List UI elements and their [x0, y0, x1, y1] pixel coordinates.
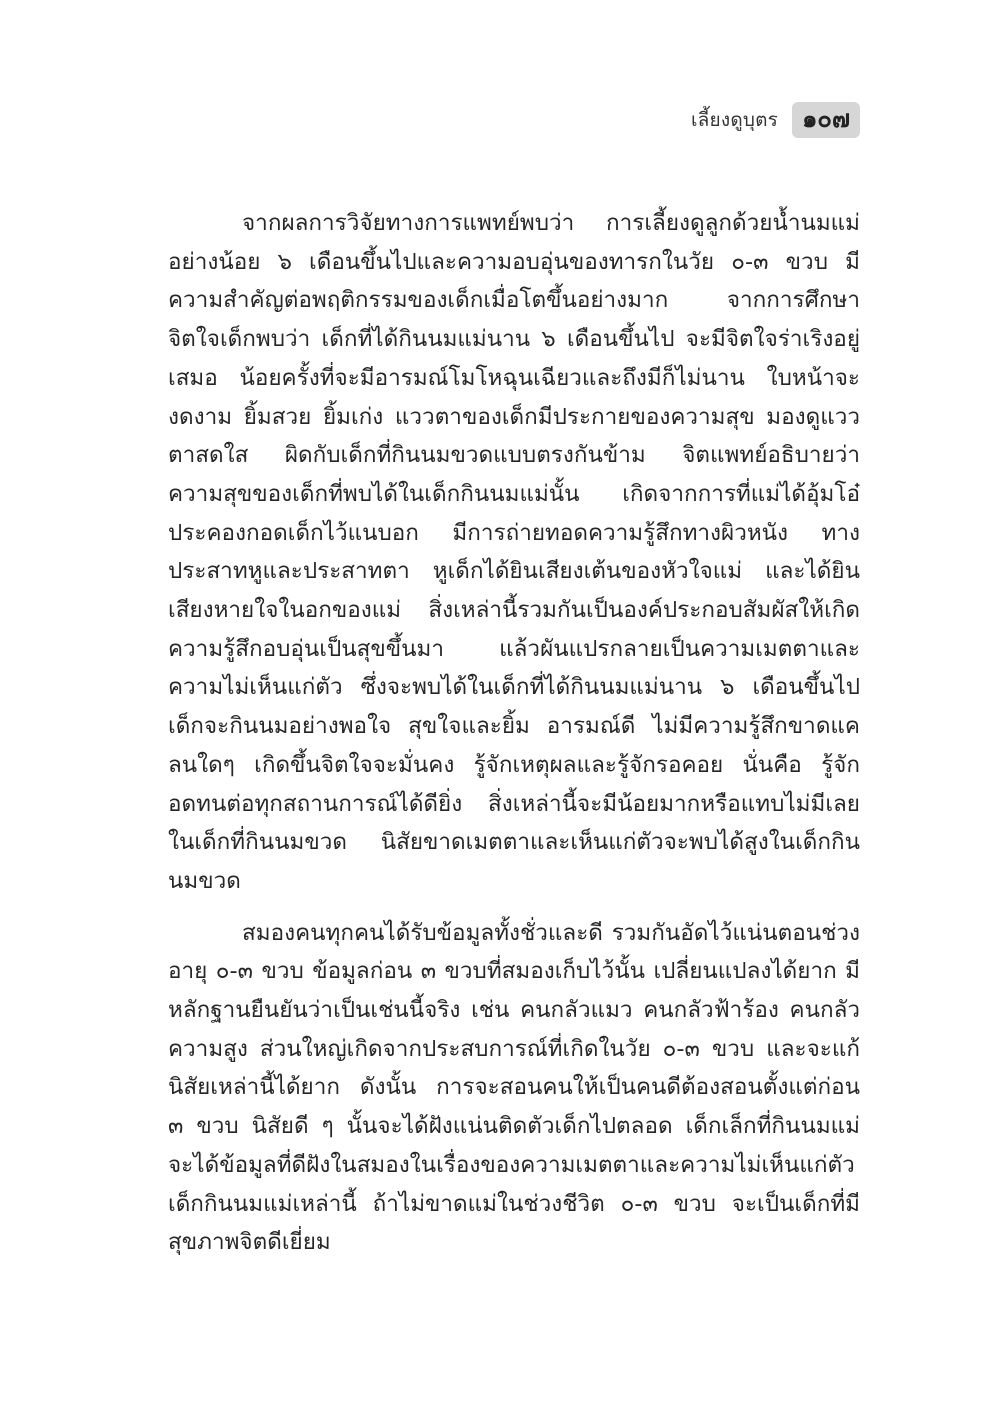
chapter-title: เลี้ยงดูบุตร — [690, 109, 779, 131]
paragraph-2: สมองคนทุกคนได้รับข้อมูลทั้งชั่วและดี รวมกันอัดไว้แน่นตอนช่วงอายุ ๐-๓ ขวบ ข้อมูลก่อน ๓ ขวบที่สมองเก็บไว้นั้น เปลี่ยนแปลงได้ยาก มีหลักฐานยืนยันว่าเป็นเช่นนี้จริง เช่น คนกลัวแมว คนกลัวฟ้าร้อง คนกลัวความสูง ส่วนใหญ่เกิดจากประสบการณ์ที่เกิดในวัย ๐-๓ ขวบ และจะแก้นิสัยเหล่านี้ได้ยาก ดังนั้น การจะสอนคนให้เป็นคนดีต้องสอนตั้งแต่ก่อน ๓ ขวบ นิสัยดี ๆ นั้นจะได้ฝังแน่นติดตัวเด็กไปตลอด เด็กเล็กที่กินนมแม่จะได้ข้อมูลที่ดีฝังในสมองในเรื่องของความเมตตาและความไม่เห็นแก่ตัว เด็กกินนมแม่เหล่านี้ ถ้าไม่ขาดแม่ในช่วงชีวิต ๐-๓ ขวบ จะเป็นเด็กที่มีสุขภาพจิตดีเยี่ยม — [168, 919, 860, 1256]
page-number: ๑๐๗ — [792, 102, 860, 138]
paragraph-1: จากผลการวิจัยทางการแพทย์พบว่า การเลี้ยงดูลูกด้วยน้ำนมแม่อย่างน้อย ๖ เดือนขึ้นไปและความอบอุ่นของทารกในวัย ๐-๓ ขวบ มีความสำคัญต่อพฤติกรรมของเด็กเมื่อโตขึ้นอย่างมาก จากการศึกษาจิตใจเด็กพบว่า เด็กที่ได้กินนมแม่นาน ๖ เดือนขึ้นไป จะมีจิตใจร่าเริงอยู่เสมอ น้อยครั้งที่จะมีอารมณ์โมโหฉุนเฉียวและถึงมีก็ไม่นาน ใบหน้าจะงดงาม ยิ้มสวย ยิ้มเก่ง แววตาของเด็กมีประกายของความสุข มองดูแววตาสดใส ผิดกับเด็กที่กินนมขวดแบบตรงกันข้าม จิตแพทย์อธิบายว่า ความสุขของเด็กที่พบได้ในเด็กกินนมแม่นั้น เกิดจากการที่แม่ได้อุ้มโอ๋ประคองกอดเด็กไว้แนบอก มีการถ่ายทอดความรู้สึกทางผิวหนัง ทางประสาทหูและประสาทตา หูเด็กได้ยินเสียงเต้นของหัวใจแม่ และได้ยินเสียงหายใจในอกของแม่ สิ่งเหล่านี้รวมกันเป็นองค์ประกอบสัมผัสให้เกิดความรู้สึกอบอุ่นเป็นสุขขึ้นมา แล้วผันแปรกลายเป็นความเมตตาและความไม่เห็นแก่ตัว ซึ่งจะพบได้ในเด็กที่ได้กินนมแม่นาน ๖ เดือนขึ้นไป เด็กจะกินนมอย่างพอใจ สุขใจและยิ้ม อารมณ์ดี ไม่มีความรู้สึกขาดแคลนใดๆ เกิดขึ้นจิตใจจะมั่นคง รู้จักเหตุผลและรู้จักรอคอย นั่นคือ รู้จักอดทนต่อทุกสถานการณ์ได้ดียิ่ง สิ่งเหล่านี้จะมีน้อยมากหรือแทบไม่มีเลยในเด็กที่กินนมขวด นิสัยขาดเมตตาและเห็นแก่ตัวจะพบได้สูงในเด็กกินนมขวด — [168, 210, 860, 894]
running-header — [691, 102, 860, 138]
body-text — [168, 204, 860, 1262]
